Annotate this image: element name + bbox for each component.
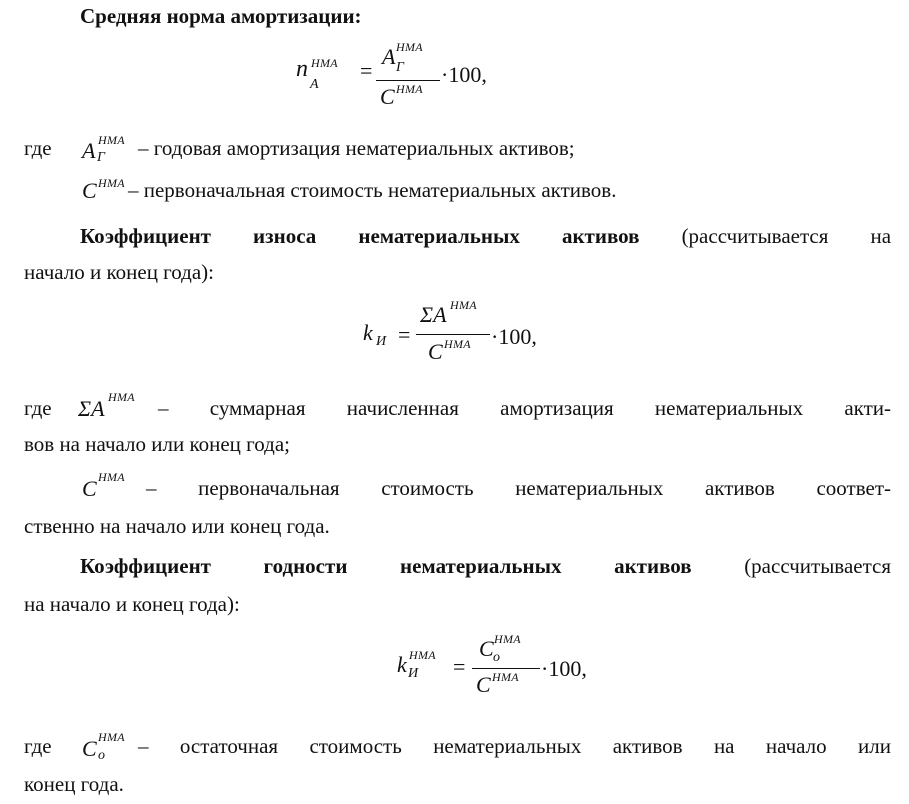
formula3-num-sup: НМА xyxy=(494,632,521,646)
section3-def1-sub: o xyxy=(98,748,105,763)
section2-heading-bold: Коэффициент износа нематериальных активов xyxy=(80,224,640,248)
def1-sub: Г xyxy=(97,150,105,165)
formula2-den-sup: НМА xyxy=(444,337,471,351)
formula1-multiplier: ·100, xyxy=(441,62,487,87)
formula3-den-symbol: C xyxy=(476,672,491,697)
formula1-num-symbol: A xyxy=(382,44,396,69)
section3-heading-bold: Коэффициент годности нематериальных активов xyxy=(80,554,692,578)
formula1-fraction-bar xyxy=(376,80,440,81)
section2-def1-text-line2: вов на начало или конец года; xyxy=(24,432,290,456)
formula1-num-sup: НМА xyxy=(396,40,423,54)
section3-def1-text-line2: конец года. xyxy=(24,772,124,796)
section3-heading-line2: на начало и конец года): xyxy=(24,592,240,616)
formula3-lhs-symbol: k xyxy=(397,652,407,677)
where-word: где xyxy=(24,136,52,160)
def2-sup: НМА xyxy=(98,176,125,190)
section2-def1-sup: НМА xyxy=(108,390,135,404)
def1-sup: НМА xyxy=(98,133,125,147)
def1-symbol: A xyxy=(82,138,96,163)
formula2-lhs-sub: И xyxy=(376,334,387,349)
formula2-num-symbol: ΣA xyxy=(420,302,447,327)
formula3-num-sub: o xyxy=(493,650,500,665)
def2-symbol: C xyxy=(82,178,97,203)
formula2-lhs-symbol: k xyxy=(363,320,373,345)
def2-text: – первоначальная стоимость нематериальных активов. xyxy=(128,178,617,202)
section2-def2-text-line1: – первоначальная стоимость нематериальных активов соответ- xyxy=(146,476,891,500)
section2-def2-symbol: C xyxy=(82,476,97,501)
formula-lhs-symbol: n xyxy=(296,56,308,82)
section2-def1-text-line1: – суммарная начисленная амортизация нематериальных акти- xyxy=(158,396,891,420)
section3-heading xyxy=(80,552,891,580)
formula3-lhs-sup: НМА xyxy=(409,648,436,662)
formula1-lhs-sup: НМА xyxy=(311,56,338,70)
formula3-den-sup: НМА xyxy=(492,670,519,684)
formula1-den-sup: НМА xyxy=(396,82,423,96)
formula1-den-symbol: C xyxy=(380,84,395,109)
section2-heading-line2: начало и конец года): xyxy=(24,260,215,284)
formula2-fraction-bar xyxy=(416,334,490,335)
formula3-equals: = xyxy=(453,654,466,679)
section2-where: где xyxy=(24,396,52,420)
formula1-equals: = xyxy=(360,58,373,83)
section2-heading xyxy=(80,222,891,250)
section2-def1-symbol: ΣA xyxy=(78,396,105,421)
formula3-fraction-bar xyxy=(472,668,540,669)
section2-def2-sup: НМА xyxy=(98,470,125,484)
def1-text: – годовая амортизация нематериальных активов; xyxy=(138,136,575,160)
section1-heading: Средняя норма амортизации: xyxy=(80,4,362,28)
formula1-num-sub: Г xyxy=(396,60,404,75)
formula-average-amortization-rate xyxy=(296,56,308,83)
section3-heading-rest: (рассчитывается xyxy=(744,554,892,578)
section3-def1-symbol: C xyxy=(82,736,97,761)
section2-heading-rest: (рассчитывается на xyxy=(681,224,892,248)
formula1-lhs-sub: А xyxy=(310,77,319,92)
formula3-num-symbol: C xyxy=(479,636,494,661)
formula3-lhs-sub: И xyxy=(408,666,419,681)
section3-where: где xyxy=(24,734,52,758)
formula2-equals: = xyxy=(398,322,411,347)
formula2-num-sup: НМА xyxy=(450,298,477,312)
section3-def1-sup: НМА xyxy=(98,730,125,744)
formula2-multiplier: ·100, xyxy=(491,324,537,349)
formula3-multiplier: ·100, xyxy=(541,656,587,681)
formula2-den-symbol: C xyxy=(428,339,443,364)
section2-def2-text-line2: ственно на начало или конец года. xyxy=(24,514,330,538)
section3-def1-text-line1: – остаточная стоимость нематериальных активов на начало или xyxy=(138,734,891,758)
